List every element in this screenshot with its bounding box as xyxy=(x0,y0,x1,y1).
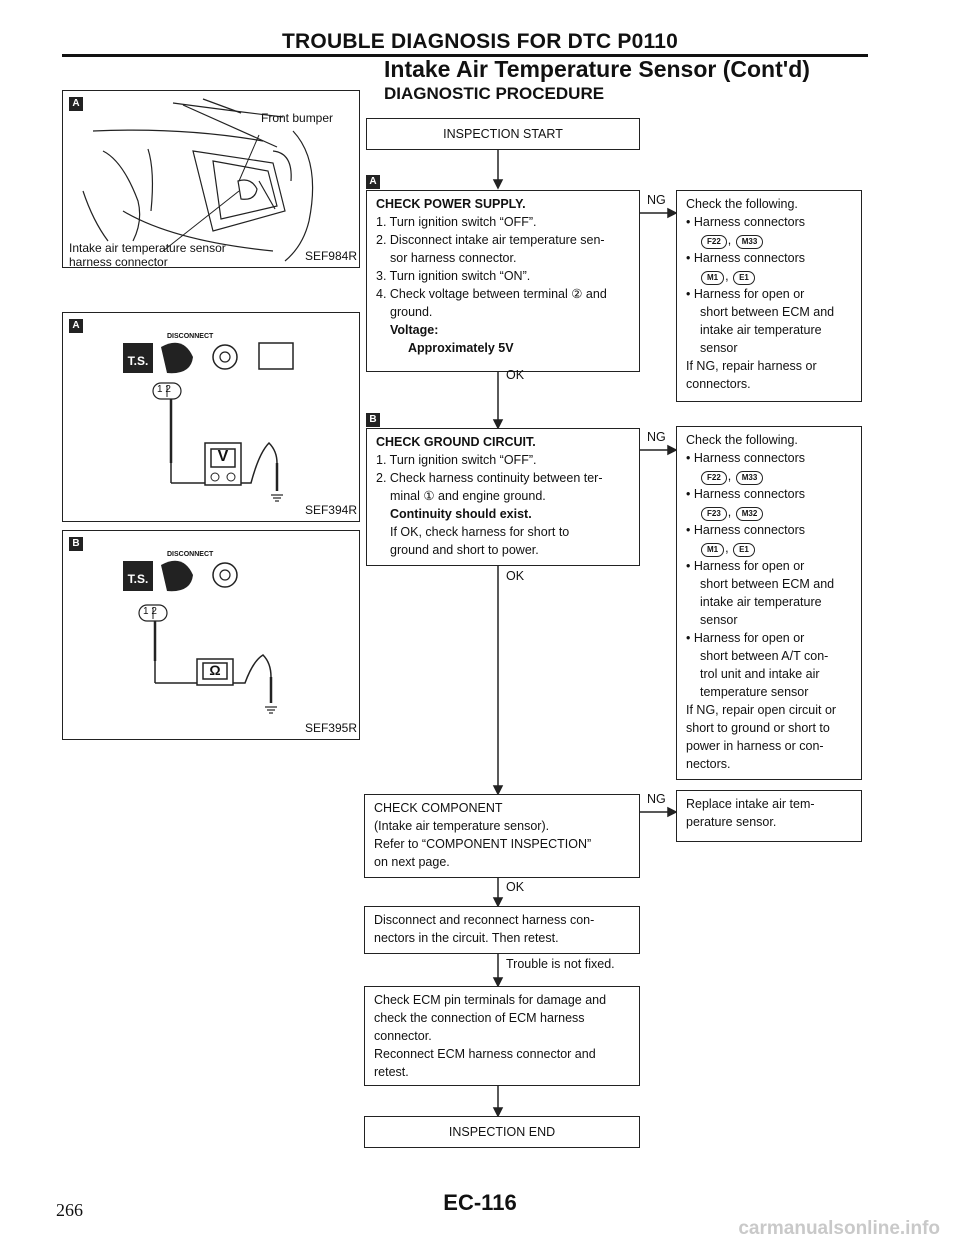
check-title: Check the following. xyxy=(686,433,798,447)
step-line: Reconnect ECM harness connector and xyxy=(374,1047,596,1061)
svg-text:T.S.: T.S. xyxy=(127,354,149,368)
disconnect-label: DISCONNECT xyxy=(167,333,214,340)
check-title: Check the following. xyxy=(686,197,798,211)
figure-tag: B xyxy=(69,537,83,551)
check-ground-circuit-box xyxy=(366,428,640,566)
replace-sensor-box xyxy=(676,790,862,842)
connector-label: harness connector xyxy=(69,255,168,269)
check-note: If NG, repair harness or xyxy=(686,359,817,373)
page-number: 266 xyxy=(56,1200,83,1220)
meter-symbol: Ω xyxy=(209,662,221,678)
check-item: short between ECM and xyxy=(700,305,835,319)
step-line: Refer to “COMPONENT INSPECTION” xyxy=(374,837,592,851)
ng-label: NG xyxy=(647,430,666,444)
connector-badge: M32 xyxy=(736,507,764,521)
check-note: power in harness or con- xyxy=(686,739,824,753)
page-title: TROUBLE DIAGNOSIS FOR DTC P0110 xyxy=(282,30,678,53)
ok-label: OK xyxy=(506,368,525,382)
connector-badge: M33 xyxy=(736,235,764,249)
page-subtitle: Intake Air Temperature Sensor (Cont'd) xyxy=(384,56,810,82)
connector-badge: F23 xyxy=(701,507,727,521)
not-fixed-label: Trouble is not fixed. xyxy=(506,957,615,971)
step-line: sor harness connector. xyxy=(390,251,517,265)
ng-label: NG xyxy=(647,792,666,806)
step-line: 2. Disconnect intake air temperature sen- xyxy=(376,233,605,247)
check-component-box xyxy=(364,794,640,878)
step-line: If OK, check harness for short to xyxy=(390,525,570,539)
connector-pair: F22 , M33 xyxy=(686,467,852,485)
check-item: • Harness connectors xyxy=(686,523,806,537)
check-item: • Harness connectors xyxy=(686,487,806,501)
check-item: • Harness connectors xyxy=(686,215,806,229)
inspection-end-label: INSPECTION END xyxy=(448,1125,556,1139)
connector-pair: F22 , M33 xyxy=(686,231,852,249)
figure-tag: A xyxy=(69,97,83,111)
step-title: CHECK COMPONENT xyxy=(374,801,503,815)
inspection-start-box xyxy=(366,118,640,150)
continuity-spec: Continuity should exist. xyxy=(390,507,532,521)
step-tag-b: B xyxy=(366,413,380,427)
inspection-start-label: INSPECTION START xyxy=(443,127,563,141)
check-item: • Harness for open or xyxy=(686,559,805,573)
reconnect-harness-box xyxy=(364,906,640,954)
connector-pair: M1 , E1 xyxy=(686,539,852,557)
svg-text:T.S.: T.S. xyxy=(127,572,149,586)
figure-tag: A xyxy=(69,319,83,333)
action-line: Replace intake air tem- xyxy=(686,797,815,811)
check-item: • Harness connectors xyxy=(686,251,806,265)
pin-label: 1 2 xyxy=(157,384,171,395)
step-line: 4. Check voltage between terminal ② and xyxy=(376,287,607,301)
disconnect-label: DISCONNECT xyxy=(167,551,214,558)
section-heading: DIAGNOSTIC PROCEDURE xyxy=(384,84,605,103)
step-line: 3. Turn ignition switch “ON”. xyxy=(376,269,531,283)
connector-badge: M1 xyxy=(701,543,724,557)
check-note: short to ground or short to xyxy=(686,721,830,735)
check-item: sensor xyxy=(700,341,738,355)
step-line: minal ① and engine ground. xyxy=(390,489,546,503)
pin-label: 1 2 xyxy=(143,606,157,617)
step-line: ground and short to power. xyxy=(390,543,539,557)
ng-label: NG xyxy=(647,193,666,207)
connector-badge: E1 xyxy=(733,543,755,557)
step-line: nectors in the circuit. Then retest. xyxy=(374,931,559,945)
step-line: 1. Turn ignition switch “OFF”. xyxy=(376,453,537,467)
step-line: 2. Check harness continuity between ter- xyxy=(376,471,603,485)
connector-badge: F22 xyxy=(701,471,727,485)
figure-code: SEF395R xyxy=(304,721,357,735)
ok-label: OK xyxy=(506,569,525,583)
check-power-supply-box xyxy=(366,190,640,372)
check-item: temperature sensor xyxy=(700,685,809,699)
check-item: • Harness for open or xyxy=(686,287,805,301)
step-line: on next page. xyxy=(374,855,450,869)
step-tag-a: A xyxy=(366,175,380,189)
check-item: trol unit and intake air xyxy=(700,667,820,681)
check-item: intake air temperature xyxy=(700,323,822,337)
connector-badge: E1 xyxy=(733,271,755,285)
check-following-box-2 xyxy=(676,426,862,780)
connector-pair: M1 , E1 xyxy=(686,267,852,285)
check-item: intake air temperature xyxy=(700,595,822,609)
check-item: short between ECM and xyxy=(700,577,835,591)
step-line: ground. xyxy=(390,305,433,319)
inspection-end-box xyxy=(364,1116,640,1148)
front-bumper-label: Front bumper xyxy=(261,111,334,125)
check-note: If NG, repair open circuit or xyxy=(686,703,837,717)
check-note: connectors. xyxy=(686,377,751,391)
connector-pair: F23 , M32 xyxy=(686,503,852,521)
meter-symbol: V xyxy=(217,448,229,465)
check-note: nectors. xyxy=(686,757,731,771)
watermark: carmanualsonline.info xyxy=(738,1218,940,1239)
check-ecm-box xyxy=(364,986,640,1086)
action-line: perature sensor. xyxy=(686,815,777,829)
ok-label: OK xyxy=(506,880,525,894)
step-line: retest. xyxy=(374,1065,409,1079)
step-title: CHECK POWER SUPPLY. xyxy=(376,197,526,211)
figure-code: SEF984R xyxy=(304,249,357,263)
step-line: Disconnect and reconnect harness con- xyxy=(374,913,595,927)
step-title: CHECK GROUND CIRCUIT. xyxy=(376,435,536,449)
voltage-value: Approximately 5V xyxy=(408,341,514,355)
check-item: • Harness connectors xyxy=(686,451,806,465)
sensor-label: Intake air temperature sensor xyxy=(69,241,226,255)
connector-badge: M1 xyxy=(701,271,724,285)
step-line: (Intake air temperature sensor). xyxy=(374,819,550,833)
connector-badge: M33 xyxy=(736,471,764,485)
check-following-box-1 xyxy=(676,190,862,402)
page-code: EC-116 xyxy=(443,1190,517,1215)
step-line: 1. Turn ignition switch “OFF”. xyxy=(376,215,537,229)
step-line: check the connection of ECM harness xyxy=(374,1011,585,1025)
voltage-label: Voltage: xyxy=(390,323,439,337)
check-item: short between A/T con- xyxy=(700,649,829,663)
check-item: sensor xyxy=(700,613,738,627)
check-item: • Harness for open or xyxy=(686,631,805,645)
step-line: Check ECM pin terminals for damage and xyxy=(374,993,607,1007)
figure-code: SEF394R xyxy=(304,503,357,517)
step-line: connector. xyxy=(374,1029,432,1043)
connector-badge: F22 xyxy=(701,235,727,249)
